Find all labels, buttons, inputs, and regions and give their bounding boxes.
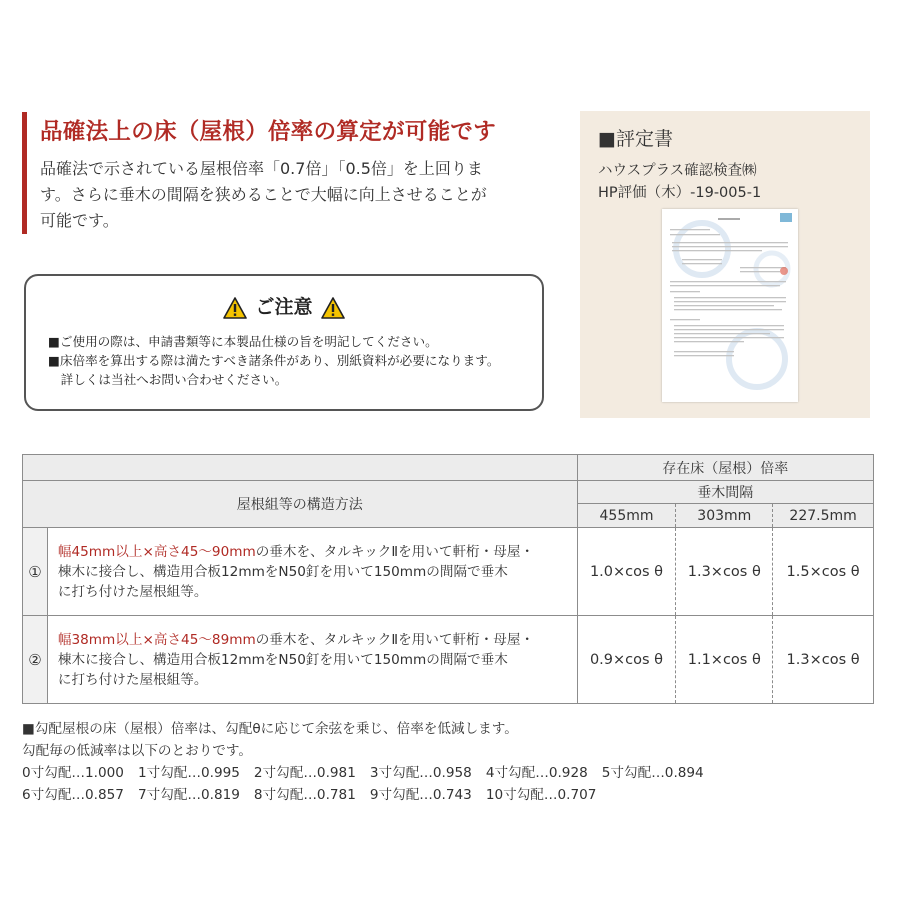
lead-paragraph: [40, 156, 560, 234]
certificate-org: ハウスプラス確認検査㈱: [598, 163, 757, 179]
rating-value: 1.0×cos θ: [577, 528, 676, 616]
table-header-blank: [23, 455, 578, 481]
method-header: 屋根組等の構造方法: [23, 481, 578, 528]
rating-value: 1.5×cos θ: [773, 528, 874, 616]
pitch-factor: 9寸勾配…0.743: [369, 787, 472, 803]
table-row: [23, 528, 874, 616]
row-description: 幅38mm以上×高さ45～89mmの垂木を、タルキックⅡを用いて軒桁・母屋・ 棟木に接合し、構造用合板12mmをN50釘を用いて150mmの間隔で垂木 に打ち付けた屋根組等。: [47, 616, 577, 704]
spacing-455: 455mm: [577, 504, 676, 528]
dimension-text: 幅38mm以上×高さ45～89mm: [57, 631, 256, 648]
row-number: ①: [23, 528, 48, 616]
caution-line: ■床倍率を算出する際は満たすべき諸条件があり、別紙資料が必要になります。: [48, 353, 500, 368]
note-line: 勾配毎の低減率は以下のとおりです。: [22, 743, 253, 759]
certificate-panel: [580, 111, 870, 418]
pitch-factor: 4寸勾配…0.928: [485, 765, 588, 781]
warning-icon: [223, 297, 247, 319]
rating-table: [22, 454, 874, 704]
spacing-227-5: 227.5mm: [773, 504, 874, 528]
heading-accent-bar: [22, 112, 27, 234]
caution-title: ご注意: [255, 296, 313, 318]
caution-line: 詳しくは当社へお問い合わせください。: [48, 372, 288, 387]
rating-value: 1.1×cos θ: [676, 616, 773, 704]
pitch-row: [22, 762, 718, 784]
lead-line: 品確法で示されている屋根倍率「0.7倍」「0.5倍」を上回りま: [40, 159, 483, 178]
lead-line: す。さらに垂木の間隔を狭めることで大幅に向上させることが: [40, 185, 487, 204]
pitch-factor: 8寸勾配…0.781: [253, 787, 356, 803]
pitch-factor: 2寸勾配…0.981: [253, 765, 356, 781]
dimension-text: 幅45mm以上×高さ45～90mm: [57, 543, 256, 560]
rating-value: 1.3×cos θ: [773, 616, 874, 704]
spacing-303: 303mm: [676, 504, 773, 528]
pitch-factor: 7寸勾配…0.819: [137, 787, 240, 803]
certificate-document-image: [662, 209, 798, 402]
rating-value: 0.9×cos θ: [577, 616, 676, 704]
caution-title-row: [26, 292, 542, 319]
pitch-factor: 1寸勾配…0.995: [137, 765, 240, 781]
warning-icon: [321, 297, 345, 319]
spacing-header: 垂木間隔: [577, 481, 873, 504]
pitch-row: [22, 784, 718, 806]
row-description: 幅45mm以上×高さ45～90mmの垂木を、タルキックⅡを用いて軒桁・母屋・ 棟木に接合し、構造用合板12mmをN50釘を用いて150mmの間隔で垂木 に打ち付けた屋根組等。: [47, 528, 577, 616]
table-header-top: 存在床（屋根）倍率: [577, 455, 873, 481]
caution-text: [48, 332, 499, 389]
caution-line: ■ご使用の際は、申請書類等に本製品仕様の旨を明記してください。: [48, 334, 438, 349]
certificate-title: ■評定書: [598, 128, 673, 150]
pitch-factor: 6寸勾配…0.857: [22, 787, 124, 803]
page-title: 品確法上の床（屋根）倍率の算定が可能です: [40, 119, 497, 145]
row-number: ②: [23, 616, 48, 704]
pitch-factor: 3寸勾配…0.958: [369, 765, 472, 781]
pitch-factor: 0寸勾配…1.000: [22, 765, 124, 781]
pitch-factor: 5寸勾配…0.894: [601, 765, 704, 781]
caution-box: [24, 274, 544, 411]
table-row: [23, 616, 874, 704]
lead-line: 可能です。: [40, 211, 119, 230]
certificate-number: HP評価（木）-19-005-1: [598, 185, 762, 201]
table-header-row: [23, 455, 874, 481]
note-line: ■勾配屋根の床（屋根）倍率は、勾配θに応じて余弦を乗じ、倍率を低減します。: [22, 721, 518, 737]
pitch-factor: 10寸勾配…0.707: [485, 787, 597, 803]
notes: [22, 718, 718, 806]
table-header-row: [23, 481, 874, 504]
rating-value: 1.3×cos θ: [676, 528, 773, 616]
certificate-document-thumbnail: [662, 209, 798, 402]
